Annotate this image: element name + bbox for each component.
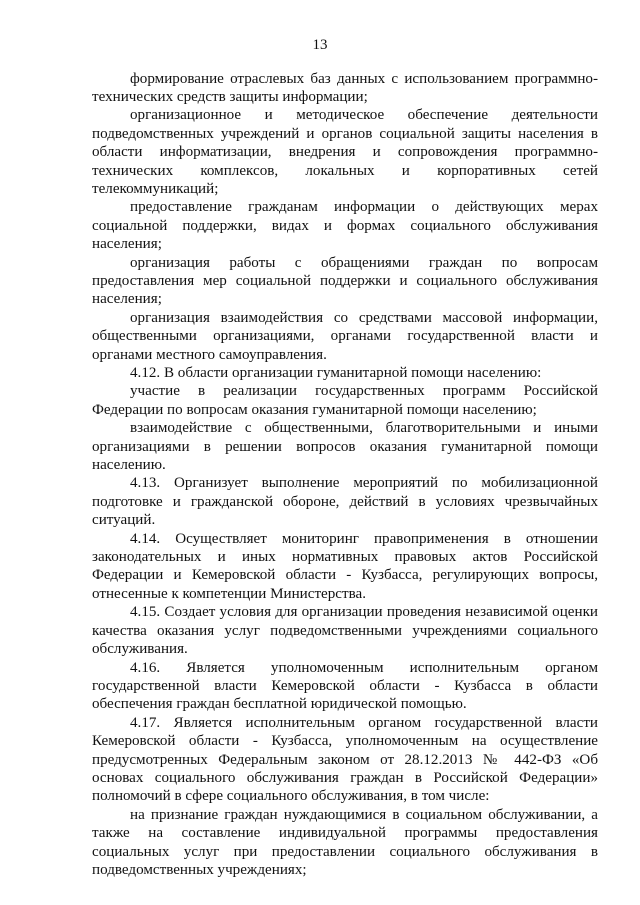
paragraph: 4.17. Является исполнительным органом государственной власти Кемеровской области - Кузбасса, уполномоченным на осуществление предусмотренных Федеральным законом от 28.12.2013 № 442-ФЗ «Об основах социального обслуживания граждан в Российской Федерации» полномочий в сфере социального обслуживания, в том числе: [92,714,598,805]
paragraph: предоставление гражданам информации о действующих мерах социальной поддержки, видах и формах социального обслуживания населения; [92,199,598,253]
paragraph: 4.15. Создает условия для организации проведения независимой оценки качества оказания услуг подведомственными учреждениями социального обслуживания. [92,604,598,658]
paragraph: 4.14. Осуществляет мониторинг правоприменения в отношении законодательных и иных нормативных правовых актов Российской Федерации и Кемеровской области - Кузбасса, регулирующих вопросы, отнесенные к компетенции Министерства. [92,530,598,602]
paragraph: 4.12. В области организации гуманитарной помощи населению: [130,365,542,381]
paragraph: организация работы с обращениями граждан по вопросам предоставления мер социальной поддержки и социального обслуживания населения; [92,254,598,308]
paragraph: 4.16. Является уполномоченным исполнительным органом государственной власти Кемеровской области - Кузбасса в области обеспечения граждан бесплатной юридической помощью. [92,659,598,713]
paragraph: взаимодействие с общественными, благотворительными и иными организациями в решении вопросов оказания гуманитарной помощи населению. [92,420,598,474]
paragraph: организационное и методическое обеспечение деятельности подведомственных учреждений и органов социальной защиты населения в области информатизации, внедрения и сопровождения программно-технических комплексов, локальных и корпоративных сетей телекоммуникаций; [92,107,598,197]
paragraph: формирование отраслевых баз данных с использованием программно-технических средств защиты информации; [92,70,598,105]
page-number: 13 [312,37,328,53]
paragraph: на признание граждан нуждающимися в социальном обслуживании, а также на составление индивидуальной программы предоставления социальных услуг при предоставлении социального обслуживания в подведомственных учреждениях; [92,806,598,878]
paragraph: организация взаимодействия со средствами массовой информации, общественными организациями, органами государственной власти и органами местного самоуправления. [92,309,598,363]
document-body [92,70,598,880]
paragraph: 4.13. Организует выполнение мероприятий по мобилизационной подготовке и гражданской обороне, действий в условиях чрезвычайных ситуаций. [92,475,598,529]
paragraph: участие в реализации государственных программ Российской Федерации по вопросам оказания гуманитарной помощи населению; [92,383,598,418]
